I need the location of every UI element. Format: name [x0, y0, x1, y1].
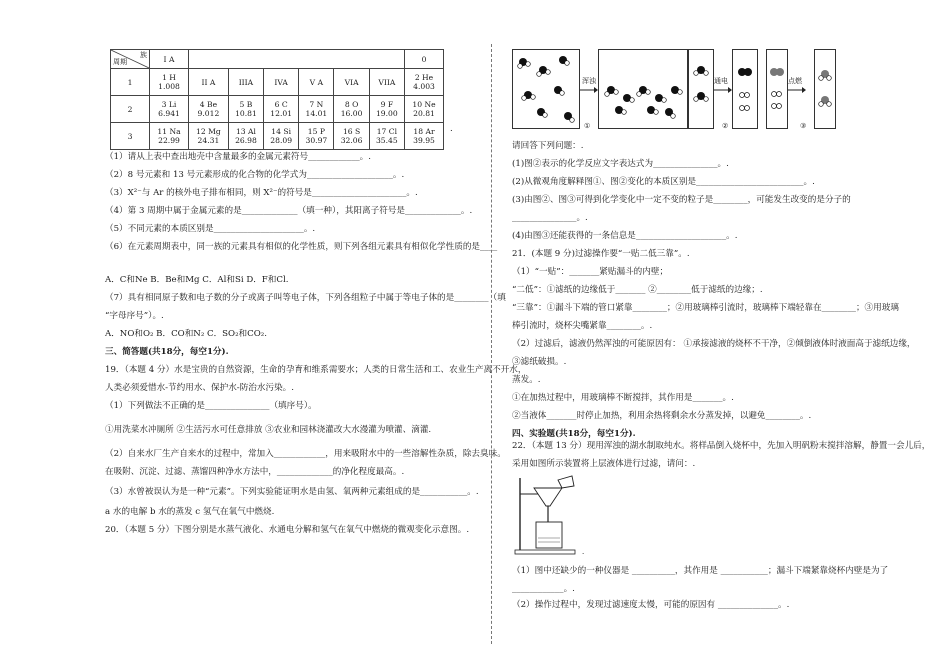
element-cell: 7 N 14.01 — [299, 96, 334, 123]
element-cell: 10 Ne 20.81 — [405, 96, 444, 123]
element-cell: 2 He 4.003 — [405, 69, 444, 96]
q19-1-options: ①用洗菜水冲厕所 ②生活污水可任意排放 ③农业和园林浇灌改大水漫灌为喷灌、滴灌. — [105, 425, 432, 435]
group-zero-header: 0 — [405, 50, 444, 69]
element-cell: 13 Al 26.98 — [228, 123, 263, 150]
q18-3: （3）X²⁻与 Ar 的核外电子排布相同，则 X²⁻的符号是______________________。. — [105, 188, 418, 198]
q21-2-cont: ③滤纸破损。. — [512, 357, 567, 367]
q18-6-options: A．C和Ne B．Be和Mg C．Al和Si D．F和Cl. — [105, 275, 289, 285]
q22-1-cont: ____________。. — [512, 584, 575, 594]
element-cell: 12 Mg 24.31 — [189, 123, 229, 150]
figure-box-2a — [688, 49, 714, 129]
figure-box-2b — [732, 49, 758, 129]
q18-7: （7）具有相同原子数和电子数的分子或离子叫等电子体，下列各组粒子中属于等电子体的是________（填 — [105, 293, 506, 303]
element-cell: 6 C 12.01 — [264, 96, 299, 123]
table-corner-header — [111, 50, 150, 69]
q21-1-sankao: “三靠”：①漏斗下端的管口紧靠________；②用玻璃棒引流时，玻璃棒下端轻靠在________；③用玻璃 — [512, 303, 899, 313]
right-column — [492, 0, 950, 672]
section-4-heading: 四、实验题(共18分，每空1分). — [512, 429, 636, 439]
element-cell: 15 P 30.97 — [299, 123, 334, 150]
section-3-heading: 三、简答题(共18分，每空1分). — [105, 347, 229, 357]
element-cell: 1 H 1.008 — [150, 69, 189, 96]
element-cell: 8 O 16.00 — [334, 96, 369, 123]
q20-1: (1)图②表示的化学反应文字表达式为_______________。. — [512, 159, 729, 169]
q19-1: （1）下列做法不正确的是_______________（填序号）。 — [105, 401, 317, 411]
q19-intro-cont: 人类必须爱惜水-节约用水、保护水-防治水污染。. — [105, 383, 295, 393]
q18-7-options: A．NO和O₂ B．CO和N₂ C．SO₂和CO₂. — [105, 329, 267, 339]
q21-2: （2）过滤后，滤液仍然浑浊的可能原因有： ①承接滤液的烧杯不干净，②倾倒液体时液面高于滤纸边缘， — [512, 339, 916, 349]
q20-intro: 20．（本题 5 分）下图分别是水蒸气液化、水通电分解和氢气在氧气中燃烧的微观变化示意图。. — [105, 525, 470, 535]
q21-1-erdi: “二低”：①滤纸的边缘低于_______ ②________低于滤纸的边缘；. — [512, 285, 763, 295]
element-cell: 18 Ar 39.95 — [405, 123, 444, 150]
figure-box-1b — [598, 49, 688, 129]
subgroup-header: VIIA — [369, 69, 404, 96]
element-cell: 9 F 19.00 — [369, 96, 404, 123]
header-zhouqi: 周期 — [113, 58, 127, 66]
label-ignite: 点燃 — [788, 77, 802, 85]
element-cell: 17 Cl 35.45 — [369, 123, 404, 150]
period-label: 3 — [111, 123, 150, 150]
periodic-table — [110, 49, 444, 150]
q21-intro: 21．(本题 9 分)过滤操作要“一贴二低三靠”。. — [512, 249, 690, 259]
q19-2-cont: 在吸附、沉淀、过滤、蒸馏四种净水方法中，_____________的净化程度最高。. — [105, 467, 405, 477]
table-trailing-mark: . — [450, 124, 453, 134]
subgroup-header: VIA — [334, 69, 369, 96]
q22-intro-cont: 采用如图所示装置将上层液体进行过滤，请问：. — [512, 459, 696, 469]
q18-2: （2）8 号元素和 13 号元素形成的化合物的化学式为____________________。. — [105, 170, 405, 180]
q20-2: (2)从微观角度解释图①、图②变化的本质区别是_________________________。. — [512, 177, 815, 187]
group-ia-header: I A — [150, 50, 189, 69]
figure-box-1a — [512, 49, 580, 129]
element-cell: 4 Be 9.012 — [189, 96, 229, 123]
q18-6: （6）在元素周期表中，同一族的元素具有相似的化学性质，则下列各组元素具有相似化学性质的是____ — [105, 242, 498, 252]
q21-evap-1: ①在加热过程中，用玻璃棒不断搅拌，其作用是_______。. — [512, 393, 734, 403]
arrow-2 — [714, 86, 732, 94]
q20-4: (4)由图③还能获得的一条信息是_____________________。. — [512, 231, 738, 241]
q22-2: （2）操作过程中，发现过滤速度太慢，可能的原因有 ______________。. — [512, 600, 790, 610]
group-blank-header — [189, 50, 405, 69]
q20-3: (3)由图②、图③可得到化学变化中一定不变的粒子是________，可能发生改变的是分子的 — [512, 195, 851, 205]
subgroup-header: IIIA — [228, 69, 263, 96]
q19-3: （3）水曾被误认为是一种“元素”。下列实验能证明水是由氢、氧两种元素组成的是___________。. — [105, 487, 479, 497]
q19-2: （2）自来水厂生产自来水的过程中，常加入____________，用来吸附水中的一些溶解性杂质，除去臭味。 — [105, 449, 506, 459]
label-electrolysis: 通电 — [714, 77, 728, 85]
q18-7-cont: “字母序号”）。. — [105, 311, 164, 321]
q22-intro: 22．（本题 13 分）现用浑浊的湖水制取纯水。将样品倒入烧杯中，先加入明矾粉末搅拌溶解，静置一会儿后， — [512, 441, 931, 451]
q18-4: （4）第 3 周期中属于金属元素的是_____________（填一种），其阳离子符号是_____________。. — [105, 206, 473, 216]
element-cell: 16 S 32.06 — [334, 123, 369, 150]
q20-3-cont: _______________。. — [512, 213, 588, 223]
q21-1-sankao-cont: 棒引流时，烧杯尖嘴紧靠________。. — [512, 321, 653, 331]
filtration-apparatus — [514, 474, 578, 556]
marker-3: ③ — [800, 122, 807, 130]
header-zu: 族 — [140, 51, 147, 59]
q22-1: （1）图中还缺少的一种仪器是 __________，其作用是 ___________；漏斗下端紧靠烧杯内壁是为了 — [512, 566, 889, 576]
arrow-1 — [580, 86, 598, 94]
figure-trailing-mark: . — [582, 548, 585, 556]
period-label: 1 — [111, 69, 150, 96]
q18-5: （5）不同元素的本质区别是_____________________。. — [105, 224, 316, 234]
subgroup-header: V A — [299, 69, 334, 96]
label-filter: 浑浊 — [582, 77, 596, 85]
period-label: 2 — [111, 96, 150, 123]
subgroup-header: II A — [189, 69, 229, 96]
figure-box-3b — [814, 49, 836, 129]
marker-2: ② — [722, 122, 729, 130]
q21-1: （1）“一贴”：_______紧贴漏斗的内壁； — [512, 267, 669, 277]
element-cell: 11 Na 22.99 — [150, 123, 189, 150]
q21-evap-2: ②当液体_______时停止加热，利用余热将剩余水分蒸发掉，以避免________。. — [512, 411, 812, 421]
element-cell: 14 Si 28.09 — [264, 123, 299, 150]
q21-evaporation: 蒸发。. — [512, 375, 541, 385]
q19-intro: 19．（本题 4 分）水是宝贵的自然资源，生命的孕育和维系需要水；人类的日常生活和工、农业生产离不开水， — [105, 365, 527, 375]
subgroup-header: IVA — [264, 69, 299, 96]
figure-box-3a — [766, 49, 788, 129]
arrow-3 — [788, 86, 806, 94]
q18-1: （1）请从上表中查出地壳中含量最多的金属元素符号____________。. — [105, 152, 372, 162]
element-cell: 5 B 10.81 — [228, 96, 263, 123]
q19-3-options: a 水的电解 b 水的蒸发 c 氢气在氧气中燃烧. — [105, 507, 275, 517]
marker-1: ① — [584, 122, 591, 130]
element-cell: 3 Li 6.941 — [150, 96, 189, 123]
q20-prompt: 请回答下列问题：. — [512, 141, 584, 151]
